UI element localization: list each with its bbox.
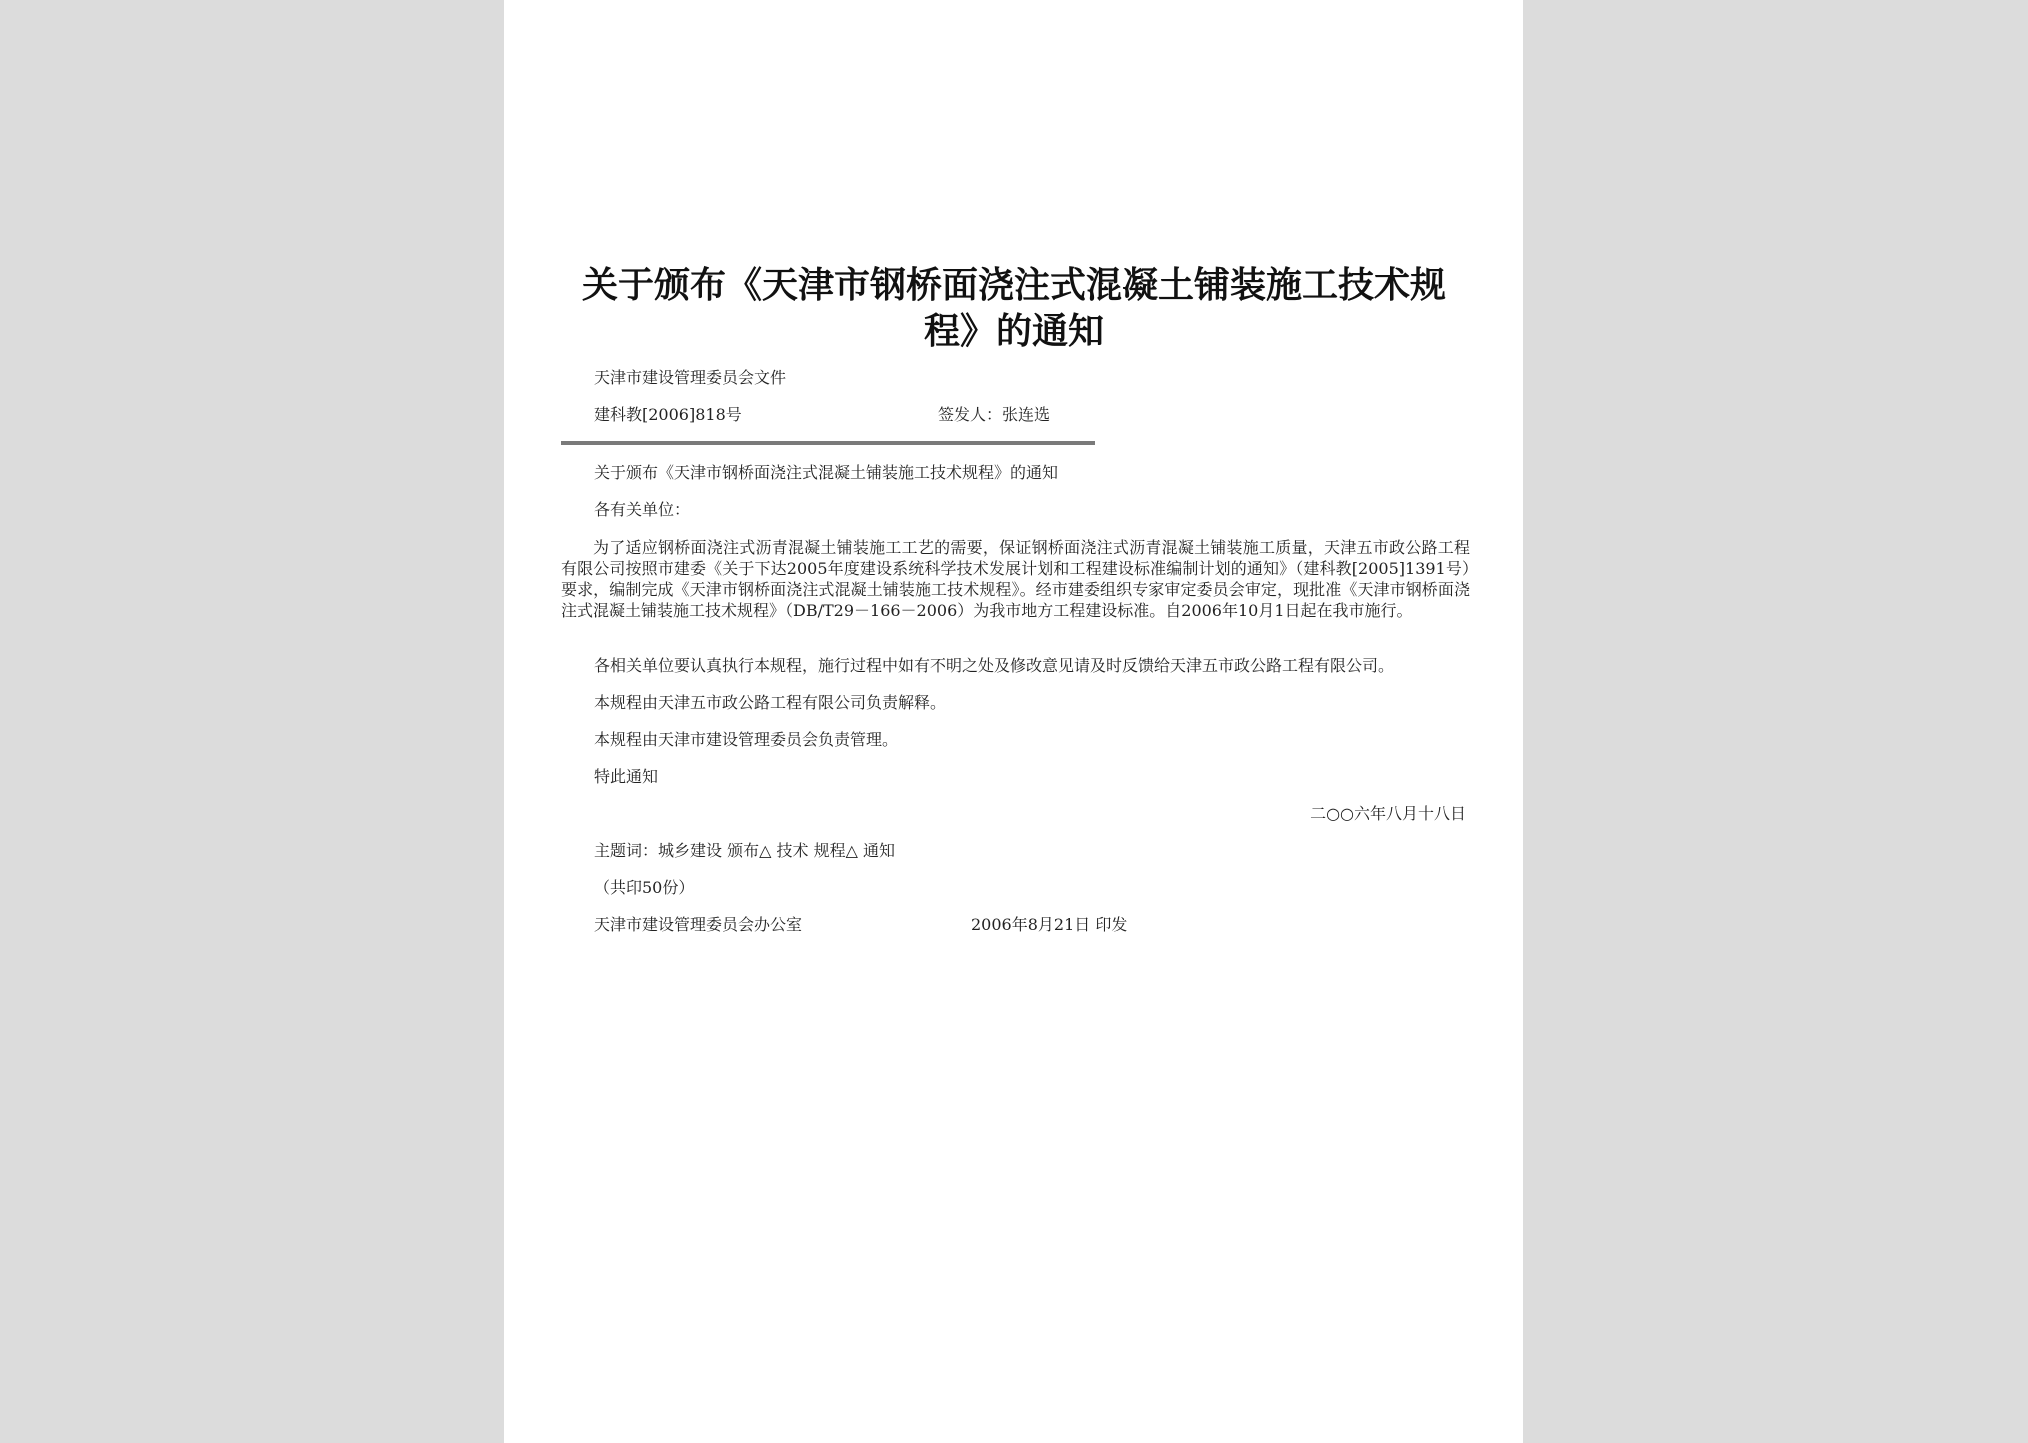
- header-divider: [561, 441, 1095, 445]
- issue-date: 二○○六年八月十八日: [1310, 804, 1466, 823]
- interpret-paragraph: 本规程由天津五市政公路工程有限公司负责解释。: [594, 693, 947, 712]
- signer-line: 签发人：张连选: [938, 405, 1051, 424]
- notice-subject: 关于颁布《天津市钢桥面浇注式混凝土铺装施工技术规程》的通知: [594, 463, 1059, 482]
- document-number: 建科教[2006]818号: [594, 405, 742, 424]
- keywords-line: 主题词：城乡建设 颁布△ 技术 规程△ 通知: [594, 841, 895, 860]
- print-date: 2006年8月21日 印发: [971, 915, 1128, 934]
- issuer-line: 天津市建设管理委员会文件: [594, 368, 787, 387]
- body-paragraph: 为了适应钢桥面浇注式沥青混凝土铺装施工工艺的需要，保证钢桥面浇注式沥青混凝土铺装施工质量，天津五市政公路工程有限公司按照市建委《关于下达2005年度建设系统科学技术发展计划和工程建设标准编制计划的通知》（建科教[2005]1391号）要求，编制完成《天津市钢桥面浇注式混凝土铺装施工技术规程》。经市建委组织专家审定委员会审定，现批准《天津市钢桥面浇注式混凝土铺装施工技术规程》（DB/T29－166－2006）为我市地方工程建设标准。自2006年10月1日起在我市施行。: [561, 538, 1470, 620]
- execute-paragraph: 各相关单位要认真执行本规程，施行过程中如有不明之处及修改意见请及时反馈给天津五市政公路工程有限公司。: [594, 656, 1395, 675]
- manage-paragraph: 本规程由天津市建设管理委员会负责管理。: [594, 730, 899, 749]
- copies-line: （共印50份）: [594, 878, 695, 897]
- document-title: 关于颁布《天津市钢桥面浇注式混凝土铺装施工技术规程》的通知: [581, 264, 1446, 352]
- document-page: [504, 0, 1523, 1443]
- issuing-office: 天津市建设管理委员会办公室: [594, 915, 803, 934]
- closing-line: 特此通知: [594, 767, 659, 786]
- salutation: 各有关单位：: [594, 500, 691, 519]
